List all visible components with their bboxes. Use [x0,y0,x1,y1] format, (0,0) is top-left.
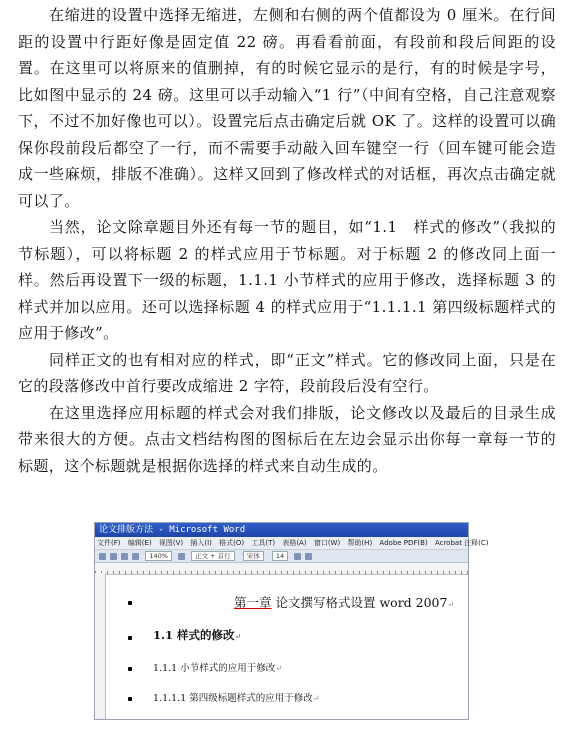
menu-item-format[interactable]: 格式(O) [219,539,245,547]
heading-4 [153,690,319,704]
menu-item-file[interactable]: 文件(F) [97,539,121,547]
heading-1-prefix: 第一章 [234,595,272,610]
heading-2 [153,627,241,643]
heading-1 [234,593,454,611]
paragraph-mark: ↵ [275,664,282,673]
menu-item-window[interactable]: 窗口(W) [313,539,341,547]
heading-3 [153,660,282,674]
menu-item-acrobat[interactable]: Acrobat 注释(C) [434,539,489,547]
heading-2-text: 1.1 样式的修改 [153,628,235,642]
document-canvas[interactable] [106,573,468,719]
style-select[interactable]: 正文 + 首行 [191,551,235,561]
save-icon[interactable] [121,553,128,560]
menu-item-adobe-pdf[interactable]: Adobe PDF(B) [379,539,428,547]
heading-1-text: 论文撰写格式设置 word 2007 [271,595,448,610]
bold-icon[interactable] [294,553,301,560]
vertical-ruler[interactable] [95,573,106,719]
styles-pane-icon[interactable] [178,553,185,560]
paragraph-document-map: 在这里选择应用标题的样式会对我们排版，论文修改以及最后的目录生成带来很大的方便。点击文档结构图的图标后在左边会显示出你每一章每一节的标题，这个标题就是根据你选择的样式来自动生成的。 [18,403,556,475]
bullet-marker [128,667,132,671]
open-icon[interactable] [110,553,117,560]
toolbar [95,550,468,563]
menu-item-insert[interactable]: 插入(I) [190,539,212,547]
paragraph-spacing-settings: 在缩进的设置中选择无缩进，左侧和右侧的两个值都设为 0 厘米。在行间距的设置中行距好像是固定值 22 磅。再看看前面，有段前和段后间距的设置。在这里可以将原来的值删掉，有的时候它显示的是行，有的时候是字号，比如图中显示的 24 磅。这里可以手动输入“1 行”（中间有空格，自己注意观察下，不过不加好像也可以）。设置完后点击确定后就 OK 了。这样的设置可以确保你段前段后都空了一行，而不需要手动敲入回车键空一行（回车键可能会造成一些麻烦，排版不准确）。这样又回到了修改样式的对话框，再次点击确定就可以了。 [18,6,556,210]
bullet-marker [128,601,132,605]
menu-item-table[interactable]: 表格(A) [282,539,307,547]
paragraph-section-headings: 当然，论文除章题目外还有每一节的题目，如“1.1 样式的修改”（我拟的节标题），可以将标题 2 的样式应用于节标题。对于标题 2 的修改同上面一样。然后再设置下一级的标题，1.1.1 小节样式的应用于修改，选择标题 3 的样式并加以应用。还可以选择标题 4 的样式应用于“1.1.1.1 第四级标题样式的应用于修改”。 [18,218,556,342]
menu-item-help[interactable]: 帮助(H) [347,539,373,547]
menu-item-tools[interactable]: 工具(T) [251,539,276,547]
font-size-select[interactable]: 14 [272,551,288,561]
paragraph-mark: ↵ [312,694,320,703]
heading-4-text: 1.1.1.1 第四级标题样式的应用于修改 [153,693,313,704]
font-select[interactable]: 宋体 [243,551,264,561]
zoom-select[interactable]: 140% [145,551,172,561]
heading-3-text: 1.1.1 小节样式的应用于修改 [153,663,276,674]
bullet-marker [128,636,132,640]
paragraph-mark: ↵ [234,631,242,641]
word-screenshot-figure [94,522,489,720]
menu-bar [95,537,489,550]
italic-icon[interactable] [305,553,312,560]
paragraph-mark: ↵ [447,600,455,609]
print-icon[interactable] [132,553,139,560]
menu-item-edit[interactable]: 编辑(E) [127,539,152,547]
window-title: 论文排版方法 - Microsoft Word [95,523,468,537]
new-doc-icon[interactable] [99,553,106,560]
document-body [18,2,556,479]
menu-item-view[interactable]: 视图(V) [158,539,184,547]
paragraph-body-style: 同样正文的也有相对应的样式，即“正文”样式。它的修改同上面，只是在它的段落修改中首行要改成缩进 2 字符，段前段后没有空行。 [18,350,556,395]
bullet-marker [128,697,132,701]
